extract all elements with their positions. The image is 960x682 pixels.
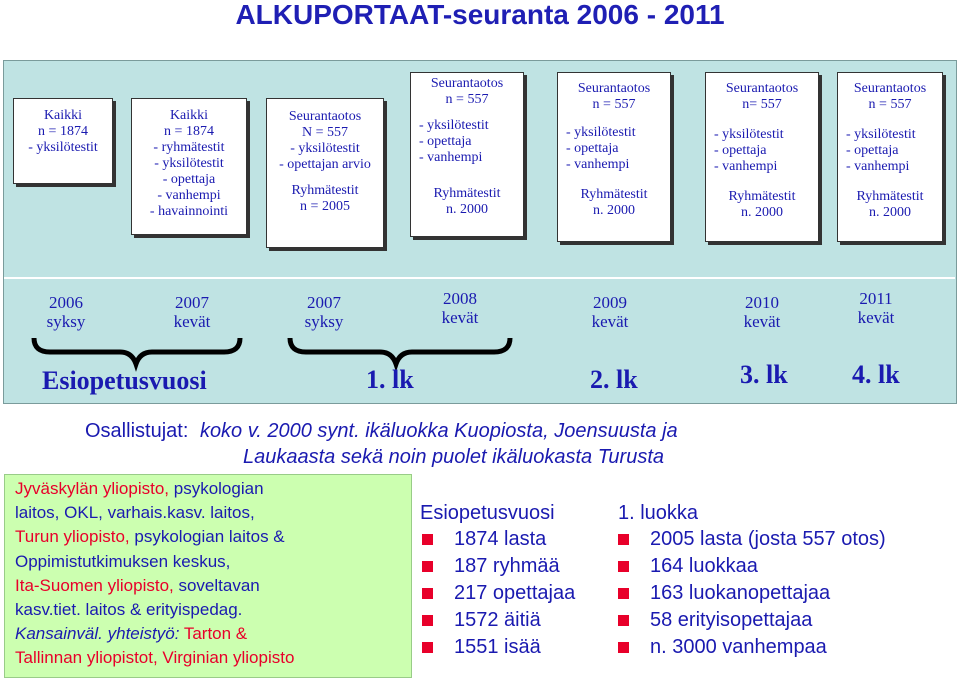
inst-text: Oppimistutkimuksen keskus, xyxy=(15,551,231,571)
list-item: 1572 äitiä xyxy=(420,607,575,634)
box-line: n. 2000 xyxy=(593,203,635,218)
list-item: 2005 lasta (josta 557 otos) xyxy=(616,526,886,553)
list-item: 163 luokanopettajaa xyxy=(616,580,886,607)
box-line: n. 2000 xyxy=(869,205,911,220)
univ-jyvaskyla: Jyväskylän yliopisto, xyxy=(15,479,170,498)
box-line: - vanhempi xyxy=(566,157,630,172)
box-line: - yksilötestit xyxy=(154,156,224,171)
box-line: n = 1874 xyxy=(164,124,214,139)
box-line: - vanhempi xyxy=(714,159,778,174)
date-2010-spring xyxy=(732,293,792,331)
intl-text: Tarton & xyxy=(179,624,248,644)
participants-label: Osallistujat: xyxy=(85,420,189,442)
date-season: kevät xyxy=(441,308,479,327)
box-line: N = 557 xyxy=(301,125,348,140)
box-line: Ryhmätestit xyxy=(728,189,796,204)
date-year: 2007 xyxy=(307,293,341,312)
date-season: kevät xyxy=(591,312,629,331)
box-line: n = 557 xyxy=(592,97,636,112)
box-line: n= 557 xyxy=(742,97,782,112)
box-all-preschool-spring xyxy=(131,98,247,235)
box-grade1-fall xyxy=(266,98,384,248)
date-year: 2011 xyxy=(859,289,893,308)
box-line: n = 557 xyxy=(868,97,912,112)
box-line: - opettaja xyxy=(846,143,899,158)
box-line: - vanhempi xyxy=(157,188,221,203)
page-title: ALKUPORTAAT-seuranta 2006 - 2011 xyxy=(235,0,725,30)
preschool-stats-header: Esiopetusvuosi xyxy=(420,502,555,524)
box-line: Seurantaotos xyxy=(577,81,651,96)
box-line: n. 2000 xyxy=(446,202,488,217)
box-line: - vanhempi xyxy=(846,159,910,174)
box-line: Ryhmätestit xyxy=(291,183,359,198)
box-line: - yksilötestit xyxy=(290,141,360,156)
box-line: - yksilötestit xyxy=(28,140,98,155)
grade-4-label: 4. lk xyxy=(852,360,900,389)
date-season: syksy xyxy=(46,312,86,331)
list-item: n. 3000 vanhempaa xyxy=(616,634,886,661)
date-season: kevät xyxy=(173,312,211,331)
preschool-label: Esiopetusvuosi xyxy=(42,366,207,395)
box-line: Ryhmätestit xyxy=(856,189,924,204)
grade1-stats xyxy=(616,500,886,661)
inst-text: psykologian laitos & xyxy=(129,527,285,547)
box-line: n = 1874 xyxy=(38,124,88,139)
box-grade4-spring xyxy=(837,72,943,242)
grade-2-label: 2. lk xyxy=(590,365,638,394)
box-line: n = 2005 xyxy=(300,199,350,214)
box-grade1-spring xyxy=(410,72,524,237)
box-line: Seurantaotos xyxy=(288,109,362,124)
date-year: 2007 xyxy=(175,293,209,312)
inst-text: psykologian xyxy=(169,479,264,498)
grade1-stats-header: 1. luokka xyxy=(618,502,699,524)
date-2008-spring xyxy=(430,289,490,327)
box-line: Kaikki xyxy=(43,108,83,123)
date-year: 2006 xyxy=(49,293,83,312)
participants xyxy=(85,418,678,470)
date-year: 2009 xyxy=(593,293,627,312)
box-line: - yksilötestit xyxy=(419,118,489,133)
list-item: 1551 isää xyxy=(420,634,575,661)
box-line: - opettaja xyxy=(419,134,472,149)
participants-line2: Laukaasta sekä noin puolet ikäluokasta Turusta xyxy=(243,446,665,468)
box-line: - vanhempi xyxy=(419,150,483,165)
box-line: - opettaja xyxy=(162,172,216,187)
box-line: - yksilötestit xyxy=(714,127,784,142)
bullet-square-icon xyxy=(618,534,629,545)
bullet-square-icon xyxy=(422,588,433,599)
preschool-stats xyxy=(420,500,575,661)
box-line: Ryhmätestit xyxy=(580,187,648,202)
bullet-square-icon xyxy=(618,561,629,572)
box-line: - yksilötestit xyxy=(846,127,916,142)
date-year: 2010 xyxy=(745,293,779,312)
bullet-square-icon xyxy=(422,534,433,545)
list-item: 217 opettajaa xyxy=(420,580,575,607)
box-line: Ryhmätestit xyxy=(433,186,501,201)
inst-text: kasv.tiet. laitos & erityispedag. xyxy=(15,600,243,620)
box-grade2-spring xyxy=(557,72,671,242)
box-line: Seurantaotos xyxy=(430,76,504,91)
box-line: - yksilötestit xyxy=(566,125,636,140)
box-line: n = 557 xyxy=(445,92,489,107)
box-line: - havainnointi xyxy=(149,204,229,219)
univ-turku: Turun yliopisto, xyxy=(15,527,130,547)
date-year: 2008 xyxy=(443,289,477,308)
box-line: Seurantaotos xyxy=(725,81,799,96)
date-2011-spring xyxy=(846,289,906,327)
box-line: - ryhmätestit xyxy=(153,140,225,155)
univ-ita-suomi: Ita-Suomen yliopisto, xyxy=(15,575,174,595)
list-item: 58 erityisopettajaa xyxy=(616,607,886,634)
bullet-square-icon xyxy=(422,615,433,626)
bullet-square-icon xyxy=(618,615,629,626)
bullet-square-icon xyxy=(422,561,433,572)
bullet-square-icon xyxy=(618,642,629,653)
grade-1-label: 1. lk xyxy=(366,365,414,394)
date-2007-fall xyxy=(294,293,354,331)
list-item: 1874 lasta xyxy=(420,526,575,553)
institutions-box xyxy=(4,474,412,678)
intl-label: Kansainväl. yhteistyö: xyxy=(15,624,180,644)
box-line: - opettaja xyxy=(566,141,619,156)
box-line: - opettajan arvio xyxy=(279,157,371,172)
date-season: kevät xyxy=(857,308,895,327)
grade-3-label: 3. lk xyxy=(740,360,788,389)
box-line: Kaikki xyxy=(169,108,209,123)
date-2007-spring xyxy=(162,293,222,331)
participants-line1: koko v. 2000 synt. ikäluokka Kuopiosta, Joensuusta ja xyxy=(199,420,678,442)
date-2009-spring xyxy=(580,293,640,331)
bullet-square-icon xyxy=(618,588,629,599)
date-2006-fall xyxy=(36,293,96,331)
list-item: 164 luokkaa xyxy=(616,553,886,580)
box-line: - opettaja xyxy=(714,143,767,158)
box-line: Seurantaotos xyxy=(853,81,927,96)
box-all-preschool-fall xyxy=(13,98,113,184)
inst-text: soveltavan xyxy=(173,575,260,595)
date-season: kevät xyxy=(743,312,781,331)
list-item: 187 ryhmää xyxy=(420,553,575,580)
box-line: n. 2000 xyxy=(741,205,783,220)
box-grade3-spring xyxy=(705,72,819,242)
inst-text: laitos, OKL, varhais.kasv. laitos, xyxy=(15,503,255,523)
date-season: syksy xyxy=(304,312,344,331)
intl-text: Tallinnan yliopistot, Virginian yliopisto xyxy=(15,648,295,668)
bullet-square-icon xyxy=(422,642,433,653)
